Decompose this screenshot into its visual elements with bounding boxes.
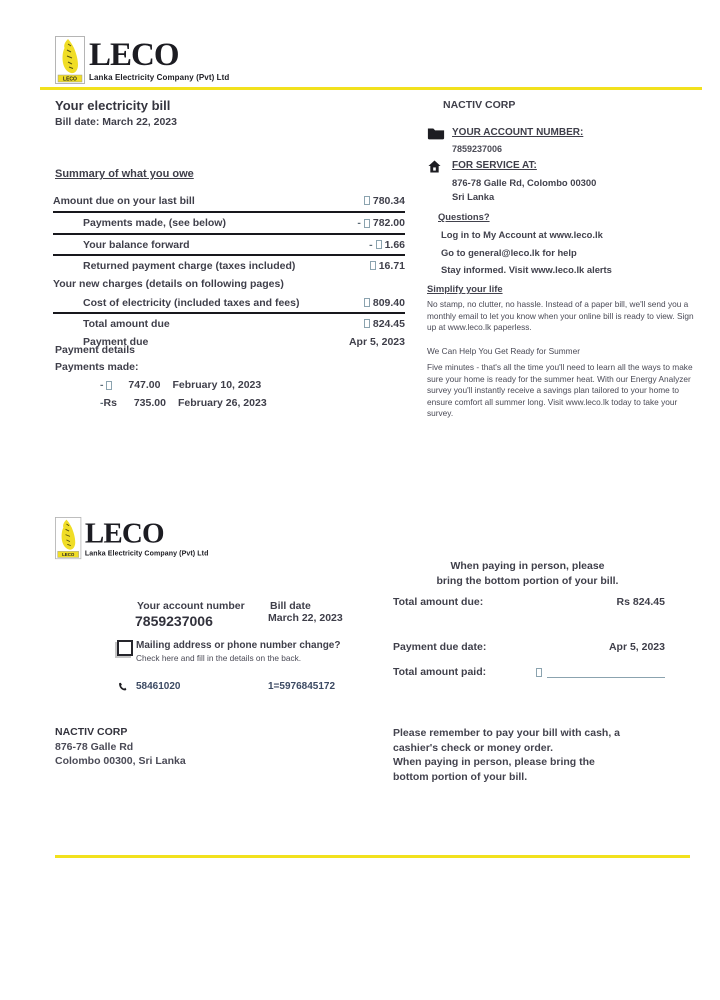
top-yellow-divider (40, 87, 702, 90)
summary-table (53, 190, 405, 351)
phone-icon (118, 682, 127, 691)
bottom-yellow-divider (55, 855, 690, 858)
leco-logo-stub (55, 517, 208, 559)
currency-box-icon (364, 219, 370, 228)
row-label: Your balance forward (83, 238, 190, 251)
service-address-line1: 876-78 Galle Rd, Colombo 00300 (452, 177, 597, 188)
simplify-paragraph-1: No stamp, no clutter, no hassle. Instead of a paper bill, we'll send you a monthly email to let you know when your online bill is ready to view. Sign up at www.leco.lk paperless. (427, 299, 694, 332)
payment-amount: 747.00 (128, 379, 161, 391)
house-icon (428, 160, 441, 173)
service-address-line2: Sri Lanka (452, 191, 495, 202)
currency-box-icon (376, 240, 382, 249)
brand-tagline: Lanka Electricity Company (Pvt) Ltd (89, 73, 230, 82)
payment-date: February 26, 2023 (177, 397, 267, 409)
row-value (364, 297, 405, 309)
row-label: Amount due on your last bill (53, 194, 195, 207)
payment-details-heading: Payment details (55, 344, 135, 356)
row-amount: 782.00 (372, 217, 405, 229)
currency-box-icon (106, 381, 112, 390)
row-amount: 824.45 (372, 317, 405, 330)
stub-customer-address-1: 876-78 Galle Rd (55, 741, 134, 753)
brand-tagline: Lanka Electricity Company (Pvt) Ltd (84, 549, 209, 558)
table-row (53, 235, 405, 256)
folder-icon (427, 127, 445, 140)
due-date-row (393, 641, 665, 653)
reminder-line-4: bottom portion of your bill. (393, 770, 528, 783)
due-date-label: Payment due date: (393, 641, 487, 653)
payment-row (100, 379, 261, 391)
bill-date-label: Bill date (270, 600, 311, 612)
brand-wordmark: LECO (84, 517, 164, 550)
bring-bottom-portion-notice (385, 559, 670, 588)
account-number-heading: YOUR ACCOUNT NUMBER: (452, 127, 584, 138)
notice-line-2: bring the bottom portion of your bill. (436, 574, 619, 587)
questions-heading: Questions? (438, 211, 490, 222)
minus-sign: - (357, 217, 361, 229)
currency-box-icon (370, 261, 376, 270)
row-value (369, 239, 405, 251)
payment-reminder (393, 726, 678, 784)
simplify-heading: Simplify your life (427, 283, 503, 294)
reminder-line-1: Please remember to pay your bill with cash, a (393, 727, 621, 739)
stub-bill-date: March 22, 2023 (268, 612, 343, 624)
stub-code-left: 58461020 (136, 681, 181, 692)
row-value (349, 336, 405, 348)
table-row (53, 314, 405, 333)
minus-sign: - (100, 379, 104, 391)
simplify-paragraph-2: We Can Help You Get Ready for Summer (427, 346, 580, 356)
amount-paid-label: Total amount paid: (393, 666, 487, 678)
amount-paid-field (536, 667, 665, 678)
table-row (53, 213, 405, 235)
reminder-line-2: cashier's check or money order. (393, 741, 554, 754)
currency-box-icon (536, 668, 542, 677)
row-label: Your new charges (details on following pages) (53, 278, 284, 290)
table-row (53, 293, 405, 314)
account-number-label: Your account number (137, 600, 245, 612)
total-due-label: Total amount due: (393, 596, 484, 608)
questions-line-email: Go to general@leco.lk for help (441, 247, 577, 258)
total-due-value: Rs 824.45 (616, 596, 665, 608)
currency-box-icon (364, 196, 370, 205)
row-label: Cost of electricity (included taxes and fees) (83, 296, 300, 309)
row-value (370, 260, 405, 272)
stub-customer-name: NACTIV CORP (55, 726, 128, 738)
account-number-value: 7859237006 (452, 144, 503, 154)
badge-label: LECO (63, 76, 77, 83)
row-date: Apr 5, 2023 (348, 336, 405, 348)
amount-paid-row (393, 666, 665, 678)
brand-wordmark: LECO (89, 37, 179, 73)
table-row (53, 275, 405, 293)
sri-lanka-map-icon (55, 36, 85, 84)
simplify-paragraph-3: Five minutes - that's all the time you'll need to learn all the ways to make sure your home is ready for the summer heat. With our Energy Analyzer survey you'll instantly receive a savings plan tailored to your home to ensure comfort all summer long. Visit www.leco.lk today to take your survey. (427, 362, 693, 418)
row-value (364, 195, 405, 207)
row-label: Payments made, (see below) (83, 217, 226, 229)
currency-box-icon (364, 319, 370, 328)
currency-label: Rs (103, 397, 117, 409)
payment-row (100, 397, 267, 409)
table-row (53, 190, 405, 213)
row-amount: 16.71 (378, 259, 405, 272)
currency-box-icon (364, 298, 370, 307)
total-due-row (393, 596, 665, 608)
row-value (364, 318, 405, 330)
mailing-change-subtext: Check here and fill in the details on the back. (136, 653, 302, 663)
row-value (357, 217, 405, 229)
page-title: Your electricity bill (55, 98, 171, 113)
row-amount: 1.66 (384, 238, 405, 251)
notice-line-1: When paying in person, please (450, 560, 605, 572)
service-at-heading: FOR SERVICE AT: (452, 160, 537, 171)
sri-lanka-map-icon (55, 517, 81, 559)
amount-paid-write-line (547, 667, 665, 678)
row-label: Returned payment charge (taxes included) (83, 259, 296, 272)
row-label: Payment due (83, 336, 149, 348)
stub-code-right: 1=5976845172 (268, 681, 336, 692)
payment-date: February 10, 2023 (172, 379, 262, 391)
row-label: Total amount due (83, 317, 170, 330)
minus-sign: - (369, 238, 373, 251)
customer-name: NACTIV CORP (443, 99, 516, 111)
summary-heading: Summary of what you owe (55, 168, 194, 180)
reminder-line-3: When paying in person, please bring the (393, 756, 595, 768)
stub-account-number: 7859237006 (135, 613, 213, 629)
questions-line-login: Log in to My Account at www.leco.lk (441, 229, 603, 240)
stub-customer-address-2: Colombo 00300, Sri Lanka (55, 755, 186, 767)
due-date-value: Apr 5, 2023 (608, 641, 665, 653)
table-row (53, 256, 405, 275)
mailing-change-checkbox[interactable] (117, 640, 133, 656)
minus-sign: - (100, 397, 104, 409)
leco-logo (55, 36, 229, 84)
row-amount: 809.40 (372, 296, 405, 309)
row-amount: 780.34 (372, 194, 405, 207)
questions-line-alerts: Stay informed. Visit www.leco.lk alerts (441, 264, 612, 275)
badge-label: LECO (62, 552, 75, 558)
bill-date-line: Bill date: March 22, 2023 (55, 116, 177, 128)
payment-amount: 735.00 (133, 397, 166, 409)
mailing-change-label: Mailing address or phone number change? (136, 640, 341, 651)
payments-made-heading: Payments made: (55, 361, 139, 373)
